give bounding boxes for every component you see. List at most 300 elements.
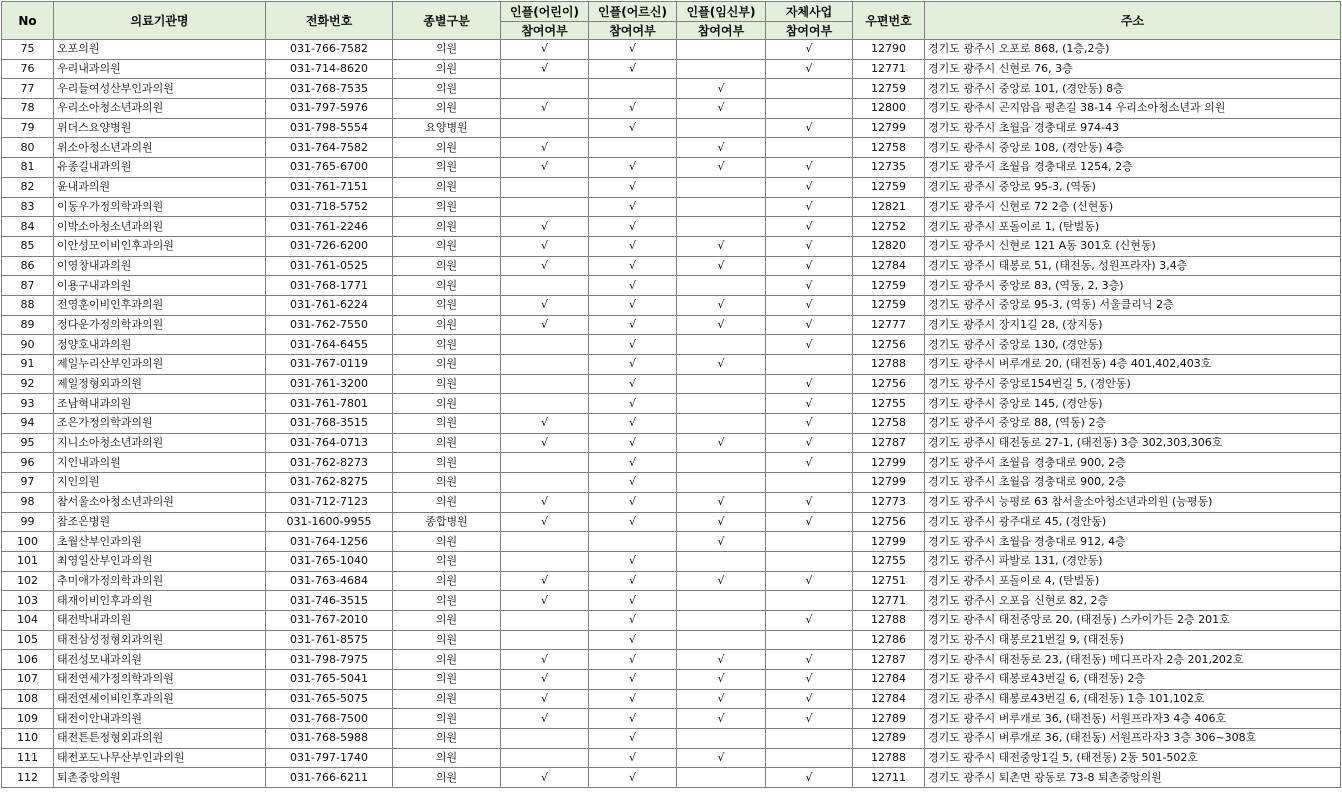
cell-phone: 031-762-7550 xyxy=(266,315,393,335)
table-row xyxy=(2,532,1341,552)
cell-address: 경기도 광주시 태봉로 51, (태전동, 성원프라자) 3,4층 xyxy=(925,256,1341,276)
cell-child-check xyxy=(501,394,589,414)
cell-type: 요양병원 xyxy=(393,118,501,138)
cell-own-check: √ xyxy=(766,670,853,690)
cell-address: 경기도 광주시 곤지암읍 평촌길 38-14 우리소아청소년과 의원 xyxy=(925,99,1341,119)
cell-name: 이용구내과의원 xyxy=(54,276,266,296)
cell-type: 의원 xyxy=(393,315,501,335)
cell-pregnant-check: √ xyxy=(677,650,766,670)
cell-child-check: √ xyxy=(501,40,589,60)
cell-type: 의원 xyxy=(393,295,501,315)
cell-no: 112 xyxy=(2,768,54,788)
cell-child-check: √ xyxy=(501,256,589,276)
cell-type: 의원 xyxy=(393,492,501,512)
cell-address: 경기도 광주시 초월읍 경충대로 900, 2층 xyxy=(925,453,1341,473)
cell-phone: 031-718-5752 xyxy=(266,197,393,217)
subheader-participation: 참여여부 xyxy=(589,22,677,40)
cell-type: 의원 xyxy=(393,355,501,375)
cell-own-check: √ xyxy=(766,236,853,256)
cell-phone: 031-765-5075 xyxy=(266,689,393,709)
cell-pregnant-check xyxy=(677,473,766,493)
cell-child-check: √ xyxy=(501,236,589,256)
cell-name: 우리내과의원 xyxy=(54,59,266,79)
cell-senior-check xyxy=(589,532,677,552)
cell-no: 98 xyxy=(2,492,54,512)
cell-pregnant-check: √ xyxy=(677,512,766,532)
cell-child-check: √ xyxy=(501,217,589,237)
cell-senior-check: √ xyxy=(589,689,677,709)
cell-type: 의원 xyxy=(393,414,501,434)
cell-senior-check xyxy=(589,79,677,99)
cell-own-check: √ xyxy=(766,709,853,729)
cell-pregnant-check xyxy=(677,610,766,630)
cell-zip: 12759 xyxy=(853,276,925,296)
cell-own-check xyxy=(766,473,853,493)
cell-address: 경기도 광주시 태전중앙로 20, (태전동) 스카이가든 2층 201호 xyxy=(925,610,1341,630)
cell-name: 조은가정의학과의원 xyxy=(54,414,266,434)
cell-own-check: √ xyxy=(766,158,853,178)
cell-phone: 031-726-6200 xyxy=(266,236,393,256)
cell-own-check: √ xyxy=(766,335,853,355)
cell-zip: 12759 xyxy=(853,79,925,99)
cell-senior-check: √ xyxy=(589,315,677,335)
header-own: 자체사업 xyxy=(766,2,853,22)
cell-phone: 031-768-7535 xyxy=(266,79,393,99)
table-row xyxy=(2,138,1341,158)
cell-pregnant-check xyxy=(677,414,766,434)
cell-no: 110 xyxy=(2,729,54,749)
cell-own-check xyxy=(766,630,853,650)
cell-name: 태전삼성정형외과의원 xyxy=(54,630,266,650)
cell-pregnant-check: √ xyxy=(677,670,766,690)
cell-child-check xyxy=(501,551,589,571)
cell-senior-check: √ xyxy=(589,256,677,276)
header-row xyxy=(2,2,1341,22)
cell-child-check: √ xyxy=(501,768,589,788)
cell-phone: 031-768-7500 xyxy=(266,709,393,729)
cell-no: 99 xyxy=(2,512,54,532)
cell-phone: 031-761-7151 xyxy=(266,177,393,197)
cell-senior-check: √ xyxy=(589,768,677,788)
cell-senior-check: √ xyxy=(589,276,677,296)
cell-address: 경기도 광주시 태봉로43번길 6, (태전동) 1층 101,102호 xyxy=(925,689,1341,709)
cell-pregnant-check: √ xyxy=(677,433,766,453)
table-row xyxy=(2,610,1341,630)
cell-address: 경기도 광주시 신현로 121 A동 301호 (신현동) xyxy=(925,236,1341,256)
cell-senior-check: √ xyxy=(589,610,677,630)
table-row xyxy=(2,118,1341,138)
cell-no: 83 xyxy=(2,197,54,217)
cell-senior-check: √ xyxy=(589,571,677,591)
cell-address: 경기도 광주시 중앙로 95-3, (역동) 서울클리닉 2층 xyxy=(925,295,1341,315)
table-row xyxy=(2,40,1341,60)
cell-phone: 031-761-7801 xyxy=(266,394,393,414)
cell-address: 경기도 광주시 벼루개로 36, (태전동) 서원프라자3 4층 406호 xyxy=(925,709,1341,729)
cell-no: 104 xyxy=(2,610,54,630)
cell-child-check: √ xyxy=(501,512,589,532)
table-row xyxy=(2,217,1341,237)
cell-own-check: √ xyxy=(766,118,853,138)
cell-address: 경기도 광주시 능평로 63 참서울소아청소년과의원 (능평동) xyxy=(925,492,1341,512)
cell-address: 경기도 광주시 중앙로 145, (경안동) xyxy=(925,394,1341,414)
cell-child-check: √ xyxy=(501,315,589,335)
table-row xyxy=(2,453,1341,473)
cell-own-check: √ xyxy=(766,197,853,217)
cell-child-check xyxy=(501,748,589,768)
cell-pregnant-check: √ xyxy=(677,571,766,591)
cell-child-check xyxy=(501,276,589,296)
cell-zip: 12751 xyxy=(853,571,925,591)
cell-type: 의원 xyxy=(393,276,501,296)
cell-zip: 12786 xyxy=(853,630,925,650)
cell-no: 97 xyxy=(2,473,54,493)
cell-address: 경기도 광주시 포돌이로 1, (탄벌동) xyxy=(925,217,1341,237)
cell-senior-check: √ xyxy=(589,158,677,178)
cell-senior-check: √ xyxy=(589,236,677,256)
cell-type: 의원 xyxy=(393,591,501,611)
cell-address: 경기도 광주시 신현로 72 2층 (신현동) xyxy=(925,197,1341,217)
cell-name: 전영훈이비인후과의원 xyxy=(54,295,266,315)
cell-no: 102 xyxy=(2,571,54,591)
cell-address: 경기도 광주시 태봉로43번길 6, (태전동) 2층 xyxy=(925,670,1341,690)
cell-phone: 031-768-1771 xyxy=(266,276,393,296)
cell-pregnant-check xyxy=(677,768,766,788)
cell-pregnant-check: √ xyxy=(677,138,766,158)
header-pregnant: 인플(임신부) xyxy=(677,2,766,22)
cell-pregnant-check xyxy=(677,335,766,355)
cell-own-check xyxy=(766,79,853,99)
cell-senior-check: √ xyxy=(589,729,677,749)
cell-name: 위소아청소년과의원 xyxy=(54,138,266,158)
cell-phone: 031-1600-9955 xyxy=(266,512,393,532)
cell-own-check xyxy=(766,591,853,611)
cell-child-check: √ xyxy=(501,709,589,729)
cell-type: 의원 xyxy=(393,138,501,158)
cell-name: 이영창내과의원 xyxy=(54,256,266,276)
table-row xyxy=(2,276,1341,296)
cell-name: 초월산부인과의원 xyxy=(54,532,266,552)
cell-child-check: √ xyxy=(501,433,589,453)
cell-name: 오포의원 xyxy=(54,40,266,60)
cell-zip: 12799 xyxy=(853,473,925,493)
cell-own-check: √ xyxy=(766,571,853,591)
cell-pregnant-check: √ xyxy=(677,709,766,729)
header-no: No xyxy=(2,2,54,40)
cell-senior-check: √ xyxy=(589,551,677,571)
cell-name: 우리소아청소년과의원 xyxy=(54,99,266,119)
cell-no: 92 xyxy=(2,374,54,394)
cell-no: 82 xyxy=(2,177,54,197)
table-row xyxy=(2,79,1341,99)
cell-own-check xyxy=(766,551,853,571)
cell-zip: 12771 xyxy=(853,59,925,79)
cell-name: 우리들여성산부인과의원 xyxy=(54,79,266,99)
cell-phone: 031-762-8275 xyxy=(266,473,393,493)
cell-phone: 031-767-2010 xyxy=(266,610,393,630)
cell-pregnant-check xyxy=(677,630,766,650)
cell-own-check xyxy=(766,729,853,749)
cell-senior-check: √ xyxy=(589,453,677,473)
cell-no: 109 xyxy=(2,709,54,729)
cell-phone: 031-712-7123 xyxy=(266,492,393,512)
cell-zip: 12789 xyxy=(853,729,925,749)
cell-zip: 12821 xyxy=(853,197,925,217)
cell-zip: 12759 xyxy=(853,295,925,315)
cell-senior-check: √ xyxy=(589,374,677,394)
cell-address: 경기도 광주시 중앙로154번길 5, (경안동) xyxy=(925,374,1341,394)
cell-phone: 031-761-3200 xyxy=(266,374,393,394)
cell-zip: 12788 xyxy=(853,748,925,768)
cell-phone: 031-766-7582 xyxy=(266,40,393,60)
table-row xyxy=(2,158,1341,178)
cell-pregnant-check xyxy=(677,40,766,60)
cell-address: 경기도 광주시 오포로 868, (1층,2층) xyxy=(925,40,1341,60)
table-row xyxy=(2,512,1341,532)
cell-name: 추미애가정의학과의원 xyxy=(54,571,266,591)
subheader-participation: 참여여부 xyxy=(766,22,853,40)
cell-address: 경기도 광주시 파발로 131, (경안동) xyxy=(925,551,1341,571)
cell-child-check xyxy=(501,630,589,650)
cell-phone: 031-763-4684 xyxy=(266,571,393,591)
cell-name: 태전튼튼정형외과의원 xyxy=(54,729,266,749)
cell-type: 의원 xyxy=(393,689,501,709)
cell-zip: 12777 xyxy=(853,315,925,335)
header-name: 의료기관명 xyxy=(54,2,266,40)
cell-zip: 12787 xyxy=(853,650,925,670)
cell-phone: 031-798-7975 xyxy=(266,650,393,670)
cell-type: 의원 xyxy=(393,236,501,256)
cell-pregnant-check xyxy=(677,118,766,138)
cell-no: 87 xyxy=(2,276,54,296)
cell-phone: 031-764-0713 xyxy=(266,433,393,453)
cell-senior-check: √ xyxy=(589,177,677,197)
cell-child-check: √ xyxy=(501,138,589,158)
cell-phone: 031-761-6224 xyxy=(266,295,393,315)
cell-child-check xyxy=(501,374,589,394)
header-phone: 전화번호 xyxy=(266,2,393,40)
cell-child-check: √ xyxy=(501,414,589,434)
cell-name: 태전성모내과의원 xyxy=(54,650,266,670)
cell-no: 100 xyxy=(2,532,54,552)
cell-pregnant-check xyxy=(677,374,766,394)
cell-name: 정다운가정의학과의원 xyxy=(54,315,266,335)
cell-no: 95 xyxy=(2,433,54,453)
cell-child-check: √ xyxy=(501,59,589,79)
cell-name: 최영일산부인과의원 xyxy=(54,551,266,571)
cell-address: 경기도 광주시 오포읍 신현로 82, 2층 xyxy=(925,591,1341,611)
cell-no: 106 xyxy=(2,650,54,670)
table-row xyxy=(2,689,1341,709)
cell-own-check xyxy=(766,99,853,119)
cell-pregnant-check: √ xyxy=(677,158,766,178)
table-row xyxy=(2,709,1341,729)
cell-senior-check: √ xyxy=(589,433,677,453)
cell-address: 경기도 광주시 광주대로 45, (경안동) xyxy=(925,512,1341,532)
cell-phone: 031-797-1740 xyxy=(266,748,393,768)
cell-address: 경기도 광주시 초월읍 경충대로 1254, 2층 xyxy=(925,158,1341,178)
cell-address: 경기도 광주시 태봉로21번길 9, (태전동) xyxy=(925,630,1341,650)
cell-type: 의원 xyxy=(393,650,501,670)
cell-zip: 12759 xyxy=(853,177,925,197)
cell-own-check: √ xyxy=(766,610,853,630)
cell-phone: 031-714-8620 xyxy=(266,59,393,79)
cell-senior-check: √ xyxy=(589,748,677,768)
cell-child-check: √ xyxy=(501,670,589,690)
cell-phone: 031-761-8575 xyxy=(266,630,393,650)
cell-type: 의원 xyxy=(393,79,501,99)
table-row xyxy=(2,571,1341,591)
cell-type: 의원 xyxy=(393,177,501,197)
cell-child-check xyxy=(501,177,589,197)
table-row xyxy=(2,748,1341,768)
cell-name: 지인의원 xyxy=(54,473,266,493)
cell-address: 경기도 광주시 벼루개로 20, (태전동) 4층 401,402,403호 xyxy=(925,355,1341,375)
cell-address: 경기도 광주시 초월읍 경충대로 900, 2층 xyxy=(925,473,1341,493)
cell-senior-check: √ xyxy=(589,591,677,611)
cell-zip: 12790 xyxy=(853,40,925,60)
cell-own-check: √ xyxy=(766,374,853,394)
cell-child-check: √ xyxy=(501,689,589,709)
cell-no: 79 xyxy=(2,118,54,138)
table-row xyxy=(2,355,1341,375)
cell-no: 94 xyxy=(2,414,54,434)
cell-phone: 031-797-5976 xyxy=(266,99,393,119)
cell-no: 76 xyxy=(2,59,54,79)
cell-address: 경기도 광주시 중앙로 130, (경안동) xyxy=(925,335,1341,355)
cell-own-check: √ xyxy=(766,217,853,237)
cell-senior-check: √ xyxy=(589,99,677,119)
cell-pregnant-check xyxy=(677,197,766,217)
cell-zip: 12773 xyxy=(853,492,925,512)
cell-type: 의원 xyxy=(393,532,501,552)
cell-no: 89 xyxy=(2,315,54,335)
cell-type: 의원 xyxy=(393,551,501,571)
cell-phone: 031-764-1256 xyxy=(266,532,393,552)
cell-name: 태재이비인후과의원 xyxy=(54,591,266,611)
table-row xyxy=(2,768,1341,788)
table-row xyxy=(2,315,1341,335)
table-row xyxy=(2,650,1341,670)
cell-pregnant-check: √ xyxy=(677,355,766,375)
cell-phone: 031-761-0525 xyxy=(266,256,393,276)
cell-name: 지인내과의원 xyxy=(54,453,266,473)
cell-name: 참서울소아청소년과의원 xyxy=(54,492,266,512)
cell-phone: 031-762-8273 xyxy=(266,453,393,473)
cell-senior-check: √ xyxy=(589,335,677,355)
cell-pregnant-check: √ xyxy=(677,689,766,709)
cell-address: 경기도 광주시 장지1길 28, (장지동) xyxy=(925,315,1341,335)
cell-type: 의원 xyxy=(393,59,501,79)
cell-own-check: √ xyxy=(766,768,853,788)
cell-type: 의원 xyxy=(393,40,501,60)
cell-no: 101 xyxy=(2,551,54,571)
cell-own-check: √ xyxy=(766,650,853,670)
cell-zip: 12784 xyxy=(853,670,925,690)
cell-name: 태전연세가정의학과의원 xyxy=(54,670,266,690)
cell-type: 의원 xyxy=(393,433,501,453)
cell-name: 태전연세이비인후과의원 xyxy=(54,689,266,709)
cell-type: 의원 xyxy=(393,670,501,690)
cell-name: 유종길내과의원 xyxy=(54,158,266,178)
table-row xyxy=(2,670,1341,690)
cell-senior-check: √ xyxy=(589,118,677,138)
cell-no: 90 xyxy=(2,335,54,355)
table-row xyxy=(2,473,1341,493)
table-row xyxy=(2,177,1341,197)
table-row xyxy=(2,197,1341,217)
cell-address: 경기도 광주시 태전동로 27-1, (태전동) 3층 302,303,306호 xyxy=(925,433,1341,453)
cell-type: 의원 xyxy=(393,473,501,493)
cell-address: 경기도 광주시 벼루개로 36, (태전동) 서원프라자3 3층 306~308호 xyxy=(925,729,1341,749)
cell-child-check xyxy=(501,197,589,217)
cell-name: 이박소아청소년과의원 xyxy=(54,217,266,237)
cell-no: 93 xyxy=(2,394,54,414)
table-row xyxy=(2,99,1341,119)
table-row xyxy=(2,591,1341,611)
cell-zip: 12756 xyxy=(853,374,925,394)
cell-address: 경기도 광주시 초월읍 경충대로 912, 4층 xyxy=(925,532,1341,552)
table-row xyxy=(2,236,1341,256)
cell-phone: 031-798-5554 xyxy=(266,118,393,138)
cell-type: 종합병원 xyxy=(393,512,501,532)
cell-zip: 12820 xyxy=(853,236,925,256)
cell-phone: 031-764-7582 xyxy=(266,138,393,158)
cell-address: 경기도 광주시 신현로 76, 3층 xyxy=(925,59,1341,79)
cell-type: 의원 xyxy=(393,217,501,237)
cell-own-check: √ xyxy=(766,40,853,60)
cell-pregnant-check xyxy=(677,177,766,197)
cell-senior-check: √ xyxy=(589,630,677,650)
cell-no: 88 xyxy=(2,295,54,315)
cell-name: 태전이안내과의원 xyxy=(54,709,266,729)
cell-pregnant-check: √ xyxy=(677,236,766,256)
cell-no: 81 xyxy=(2,158,54,178)
cell-no: 105 xyxy=(2,630,54,650)
cell-zip: 12788 xyxy=(853,355,925,375)
cell-own-check: √ xyxy=(766,453,853,473)
cell-senior-check: √ xyxy=(589,40,677,60)
cell-name: 윤내과의원 xyxy=(54,177,266,197)
cell-name: 조남혁내과의원 xyxy=(54,394,266,414)
cell-pregnant-check xyxy=(677,591,766,611)
cell-own-check xyxy=(766,138,853,158)
cell-type: 의원 xyxy=(393,256,501,276)
cell-zip: 12758 xyxy=(853,138,925,158)
cell-address: 경기도 광주시 포돌이로 4, (탄벌동) xyxy=(925,571,1341,591)
cell-address: 경기도 광주시 초월읍 경충대로 974-43 xyxy=(925,118,1341,138)
cell-type: 의원 xyxy=(393,571,501,591)
clinic-table xyxy=(1,1,1341,788)
table-row xyxy=(2,729,1341,749)
cell-child-check: √ xyxy=(501,492,589,512)
table-row xyxy=(2,295,1341,315)
cell-no: 78 xyxy=(2,99,54,119)
cell-zip: 12784 xyxy=(853,689,925,709)
cell-pregnant-check xyxy=(677,551,766,571)
cell-type: 의원 xyxy=(393,768,501,788)
cell-name: 이동우가정의학과의원 xyxy=(54,197,266,217)
cell-senior-check xyxy=(589,138,677,158)
header-zip: 우편번호 xyxy=(853,2,925,40)
cell-type: 의원 xyxy=(393,394,501,414)
cell-child-check: √ xyxy=(501,591,589,611)
cell-pregnant-check: √ xyxy=(677,99,766,119)
cell-own-check: √ xyxy=(766,256,853,276)
table-row xyxy=(2,551,1341,571)
cell-type: 의원 xyxy=(393,748,501,768)
cell-address: 경기도 광주시 중앙로 108, (경안동) 4층 xyxy=(925,138,1341,158)
table-row xyxy=(2,394,1341,414)
